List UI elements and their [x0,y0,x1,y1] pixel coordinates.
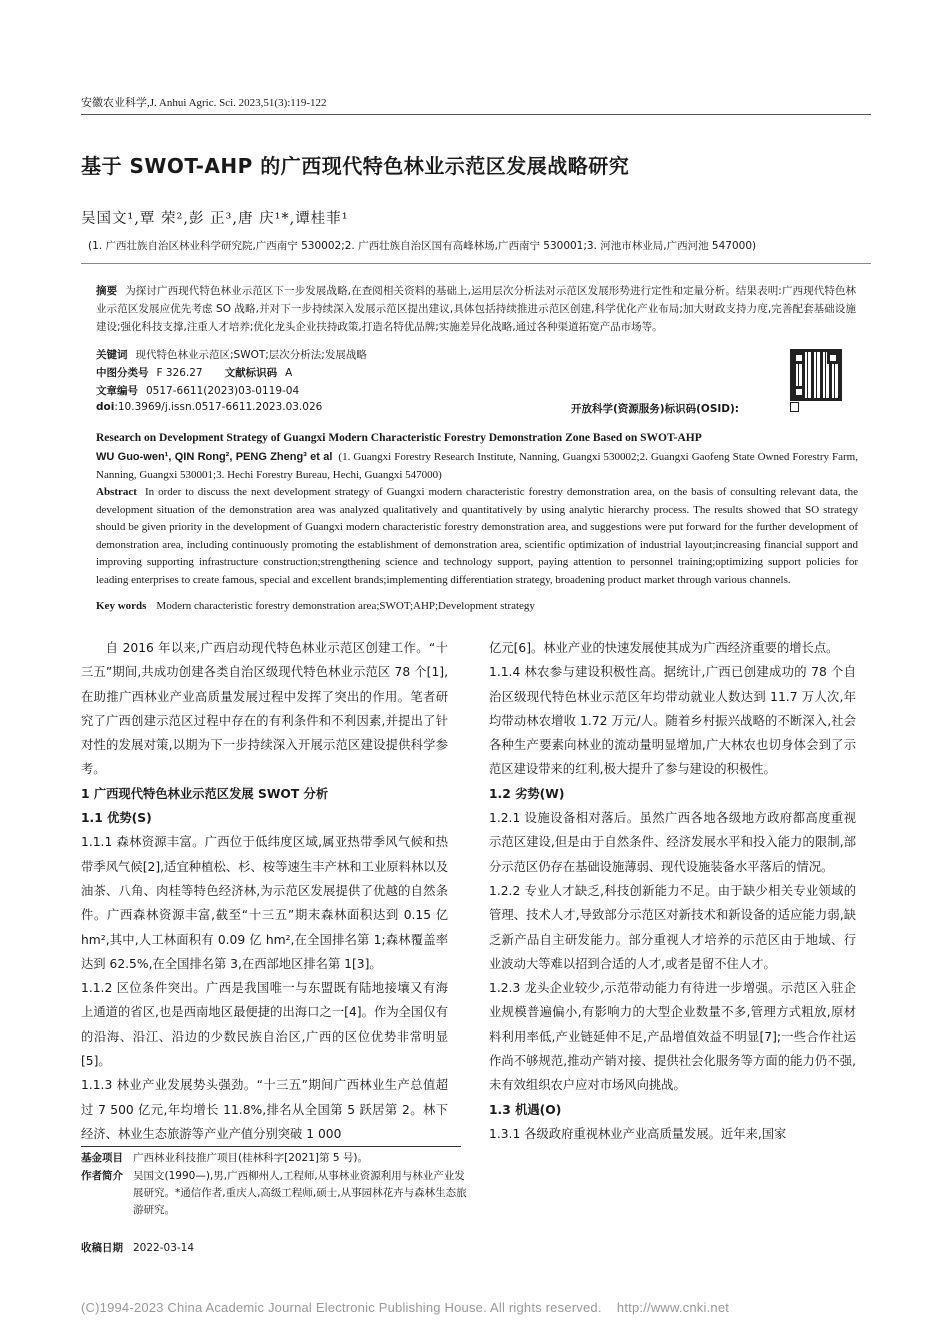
abstract-cn [96,282,856,336]
fund-footnote [81,1150,471,1167]
section-heading-1-2: 1.2 劣势(W) [489,786,565,801]
osid-label: 开放科学(资源服务)标识码(OSID): [571,403,740,415]
abstract-label: 摘要 [96,285,118,297]
section-heading-1: 1 广西现代特色林业示范区发展 SWOT 分析 [81,786,329,801]
authors: 吴国文¹,覃 荣²,彭 正³,唐 庆¹*,谭桂菲¹ [81,211,349,227]
author-label: 作者简介 [81,1170,123,1182]
doccode-label: 文献标识码 [224,367,278,379]
article-line [96,383,299,398]
paragraph-1-1-1: 1.1.1 森林资源丰富。广西位于低纬度区域,属亚热带季风气候和热带季风气候[2],适宜种植松、杉、桉等速生丰产林和工业原料林以及油茶、八角、肉桂等特色经济林,为示范区发展提供了优越的自然条件。广西森林资源丰富,截至“十三五”期末森林面积达到 0.15 亿 hm²,其中,人工林面积有 0.09 亿 hm²,在全国排名第 1;森林覆盖率达到 62.5%,在全国排名第 3,在西部地区排名第 1[3]。 [81,835,448,971]
paragraph-continued: 亿元[6]。林业产业的快速发展使其成为广西经济重要的增长点。 [489,641,839,655]
section-heading-1-3: 1.3 机遇(O) [489,1102,562,1117]
date-text: 2022-03-14 [133,1242,195,1254]
doi-value[interactable]: :10.3969/j.issn.0517-6611.2023.03.026 [114,401,323,413]
section-heading-1-1: 1.1 优势(S) [81,811,152,826]
journal-header: 安徽农业科学,J. Anhui Agric. Sci. 2023,51(3):119-122 [81,97,327,109]
clc-value: F 326.27 [156,367,203,379]
clc-label: 中图分类号 [96,367,149,379]
english-authors: WU Guo-wen¹, QIN Rong², PENG Zheng³ et al [96,451,333,463]
english-authors-affil [96,449,858,484]
date-footnote [81,1240,471,1257]
date-label: 收稿日期 [81,1242,123,1254]
affiliation: (1. 广西壮族自治区林业科学研究院,广西南宁 530002;2. 广西壮族自治区国有高峰林场,广西南宁 530001;3. 河池市林业局,广西河池 547000) [88,240,757,252]
abstract-text: 为探讨广西现代特色林业示范区下一步发展战略,在查阅相关资料的基础上,运用层次分析法对示范区发展形势进行定性和定量分析。结果表明:广西现代特色林业示范区发展应优先考虑 SO 战略,并对下一步持续深入发展示范区提出建议,具体包括持续推进示范区创建,科学优化产业布局;加大财政支持力度,完善配套基础设施建设;强化科技支撑,注重人才培养;优化龙头企业扶持政策,打造名特优品牌;实施差异化战略,通过各种渠道拓宽产品市场等。 [96,285,857,333]
keywords-text: 现代特色林业示范区;SWOT;层次分析法;发展战略 [135,349,367,361]
author-footnote [81,1168,471,1219]
fund-text: 广西林业科技推广项目(桂林科字[2021]第 5 号)。 [133,1152,368,1164]
doccode-value: A [285,367,293,379]
english-affil: (1. Guangxi Forestry Research Institute, Nanning, Guangxi 530002;2. Guangxi Gaofeng State Owned Forestry Farm, Nanning, Guangxi 530001;3. Hechi Forestry Bureau, Hechi, Guangxi 547000) [96,451,858,481]
clc-line [96,365,292,380]
osid-icon [790,402,799,412]
keywords-label: 关键词 [96,349,128,361]
article-label: 文章编号 [96,385,138,397]
keywords-cn [96,347,367,362]
header-rule [81,114,871,115]
paragraph-1-2-1: 1.2.1 设施设备相对落后。虽然广西各地各级地方政府都高度重视示范区建设,但是由于自然条件、经济发展水平和投入能力的限制,部分示范区仍存在基础设施薄弱、现代设施装备水平落后的情况。 [489,811,856,874]
english-abstract-text: In order to discuss the next development strategy of Guangxi modern characteristic forestry demonstration area, on the basis of consulting relevant data, the development situation of the demonstration area was analyzed qualitatively and quantitatively by using analytic hierarchy process. The results showed that SO strategy should be given priority in the development of Guangxi modern characteristic forestry demonstration area, and suggestions were put forward for the further development of demonstration area, including continuously promoting the establishment of demonstration area, scientific optimization of industrial layout;increasing financial support and improving supporting infrastructure construction;strengthening science and technology support, paying attention to personnel training;optimizing support policies for leading enterprises to create famous, special and excellent brands;implementing differentiation strategy, broadening product market through various channels. [96,486,858,586]
intro-paragraph: 自 2016 年以来,广西启动现代特色林业示范区创建工作。“十三五”期间,共成功创建各类自治区级现代特色林业示范区 78 个[1],在助推广西林业产业高质量发展过程中发挥了突出的作用。笔者研究了广西创建示范区过程中存在的有利条件和不利因素,并提出了针对性的发展对策,以期为下一步持续深入开展示范区建设提供科学参考。 [81,641,448,777]
english-title: Research on Development Strategy of Guangxi Modern Characteristic Forestry Demonstration Zone Based on SWOT-AHP [96,432,702,444]
body-left-column [81,636,448,1146]
article-value: 0517-6611(2023)03-0119-04 [146,385,300,397]
paragraph-1-3-1: 1.3.1 各级政府重视林业产业高质量发展。近年来,国家 [489,1126,787,1141]
paragraph-1-2-2: 1.2.2 专业人才缺乏,科技创新能力不足。由于缺少相关专业领域的管理、技术人才,导致部分示范区对新技术和新设备的适应能力弱,缺乏新产品自主研发能力。部分重视人才培养的示范区由于地域、行业波动大等难以招到合适的人才,或者是留不住人才。 [489,883,856,971]
copyright-footer: (C)1994-2023 China Academic Journal Electronic Publishing House. All rights reserved. http://www.cnki.net [81,1300,730,1315]
english-abstract-label: Abstract [96,486,137,498]
doi-line [96,401,322,413]
body-right-column [489,636,856,1146]
english-keywords [96,598,858,616]
english-abstract [96,484,858,589]
paragraph-1-2-3: 1.2.3 龙头企业较少,示范带动能力有待进一步增强。示范区入驻企业规模普遍偏小,有影响力的大型企业数量不多,管理方式粗放,原材料利用率低,产业链延伸不足,产品增值效益不明显[7];一些合作社运作尚不够规范,推动产销对接、提供社会化服务等方面的能力仍不强,未有效组织农户应对市场风向挑战。 [489,981,856,1093]
abstract-rule [81,263,871,264]
footnote-rule [81,1146,461,1147]
english-keywords-text: Modern characteristic forestry demonstration area;SWOT;AHP;Development strategy [156,600,535,612]
paper-title: 基于 SWOT-AHP 的广西现代特色林业示范区发展战略研究 [81,154,630,178]
doi-label: doi [96,401,115,413]
fund-label: 基金项目 [81,1152,123,1164]
author-text: 吴国文(1990—),男,广西柳州人,工程师,从事林业资源利用与林业产业发展研究。*通信作者,重庆人,高级工程师,硕士,从事园林花卉与森林生态旅游研究。 [133,1170,467,1216]
qr-code-icon [790,349,842,401]
paragraph-1-1-3: 1.1.3 林业产业发展势头强劲。“十三五”期间广西林业生产总值超过 7 500 亿元,年均增长 11.8%,排名从全国第 5 跃居第 2。林下经济、林业生态旅游等产业产值分别突破 1 000 [81,1078,448,1141]
english-keywords-label: Key words [96,600,147,612]
paragraph-1-1-2: 1.1.2 区位条件突出。广西是我国唯一与东盟既有陆地接壤又有海上通道的省区,也是西南地区最便捷的出海口之一[4]。作为全国仅有的沿海、沿江、沿边的少数民族自治区,广西的区位优势非常明显[5]。 [81,981,448,1069]
paragraph-1-1-4: 1.1.4 林农参与建设积极性高。据统计,广西已创建成功的 78 个自治区级现代特色林业示范区年均带动就业人数达到 11.7 万人次,年均带动林农增收 1.72 万元/人。随着乡村振兴战略的不断深入,社会各种生产要素向林业的流动量明显增加,广大林农也切身体会到了示范区建设带来的红利,极大提升了参与建设的积极性。 [489,665,856,777]
